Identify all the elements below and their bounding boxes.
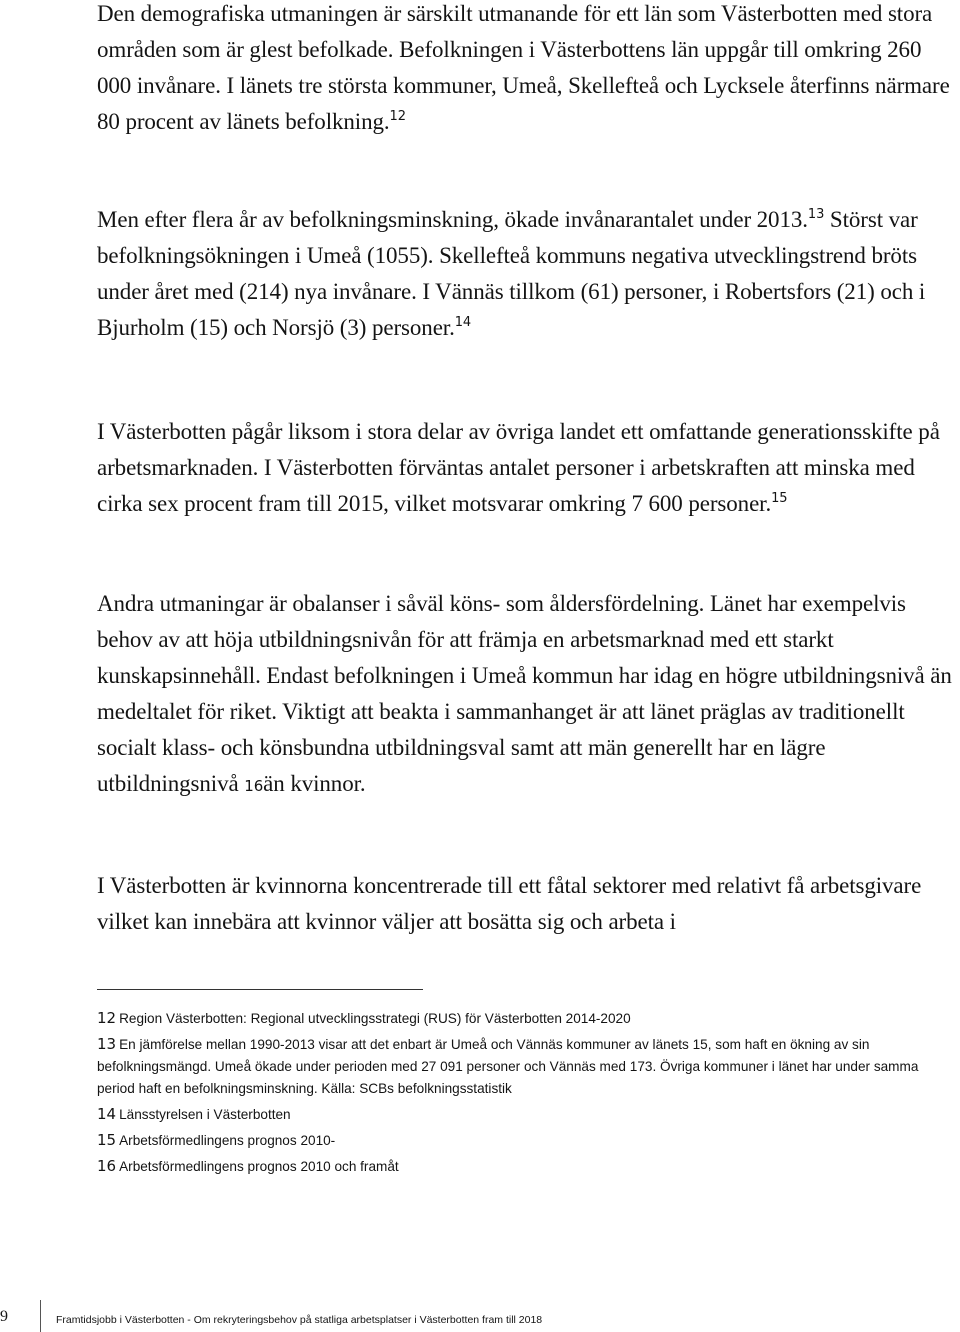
footnote-text: Arbetsförmedlingens prognos 2010- [119, 1133, 336, 1148]
footnote-text: Länsstyrelsen i Västerbotten [119, 1107, 291, 1122]
footnote-item [97, 1008, 957, 1030]
footnote-text: Region Västerbotten: Regional utvecklingsstrategi (RUS) för Västerbotten 2014-2020 [119, 1011, 631, 1026]
footnote-ref-13[interactable]: 13 [807, 207, 825, 222]
footnotes-list [97, 1008, 957, 1182]
footnote-ref-15[interactable]: 15 [771, 491, 788, 506]
paragraph-text: Den demografiska utmaningen är särskilt utmanande för ett län som Västerbotten med stora områden som är glest befolkade. Befolkningen i Västerbottens län uppgår till omkring 260 000 invånare. I länets tre största kommuner, Umeå, Skellefteå och Lycksele återfinns närmare 80 procent av länets befolkning. [97, 1, 950, 134]
footnote-item [97, 1034, 957, 1100]
paragraph-text-tail: än kvinnor. [263, 771, 366, 796]
footnote-number: 16 [97, 1157, 117, 1175]
footnote-number: 13 [97, 1035, 117, 1053]
page-number: 9 [0, 1308, 8, 1325]
footnote-item [97, 1104, 957, 1126]
footnote-item [97, 1156, 957, 1178]
footnote-ref-16[interactable]: 16 [244, 777, 264, 795]
paragraph-text: I Västerbotten är kvinnorna koncentrerade till ett fåtal sektorer med relativt få arbetsgivare vilket kan innebära att kvinnor väljer att bosätta sig och arbeta i [97, 873, 922, 934]
footnote-ref-12[interactable]: 12 [389, 109, 406, 124]
footnote-divider [97, 989, 423, 990]
footnote-number: 14 [97, 1105, 117, 1123]
footnote-item [97, 1130, 957, 1152]
paragraph-text: Men efter flera år av befolkningsminskning, ökade invånarantalet under 2013. [97, 207, 808, 232]
footnote-text: Arbetsförmedlingens prognos 2010 och framåt [119, 1159, 399, 1174]
footnote-number: 12 [97, 1009, 117, 1027]
paragraph-demographic-challenge [97, 0, 959, 140]
paragraph-text: Störst var befolkningsökningen i Umeå (1055). Skellefteå kommuns negativa utvecklingstrend bröts under året med (214) nya invånare. I Vännäs tillkom (61) personer, i Robertsfors (21) och i Bjurholm (15) och Norsjö (3) personer. [97, 207, 926, 340]
footnote-ref-14[interactable]: 14 [454, 315, 472, 330]
footnote-number: 15 [97, 1131, 117, 1149]
paragraph-generational-shift [97, 414, 959, 522]
paragraph-women-sectors [97, 868, 959, 940]
paragraph-text: I Västerbotten pågår liksom i stora delar av övriga landet ett omfattande generationsskifte på arbetsmarknaden. I Västerbotten förväntas antalet personer i arbetskraften att minska med cirka sex procent fram till 2015, vilket motsvarar omkring 7 600 personer. [97, 419, 940, 516]
paragraph-population-growth [97, 202, 959, 346]
footer-divider [40, 1300, 41, 1332]
document-title: Framtidsjobb i Västerbotten - Om rekryteringsbehov på statliga arbetsplatser i Västerbotten fram till 2018 [56, 1314, 543, 1326]
footnote-text: En jämförelse mellan 1990-2013 visar att det enbart är Umeå och Vännäs kommuner av länets 15, som haft en ökning av sin befolkningsmängd. Umeå ökade under perioden med 27 091 personer och Vännäs med 173. Övriga kommuner i länet har under samma period haft en befolkningsminskning. Källa: SCBs befolkningsstatistik [97, 1037, 919, 1096]
paragraph-text: Andra utmaningar är obalanser i såväl köns- som åldersfördelning. Länet har exempelvis behov av att höja utbildningsnivån för att främja en arbetsmarknad med ett starkt kunskapsinnehåll. Endast befolkningen i Umeå kommun har idag en högre utbildningsnivå än medeltalet för riket. Viktigt att beakta i sammanhanget är att länet präglas av traditionellt socialt klass- och könsbundna utbildningsval samt att män generellt har en lägre utbildningsnivå [97, 591, 952, 796]
page-footer [0, 1300, 960, 1332]
paragraph-other-challenges [97, 586, 959, 804]
